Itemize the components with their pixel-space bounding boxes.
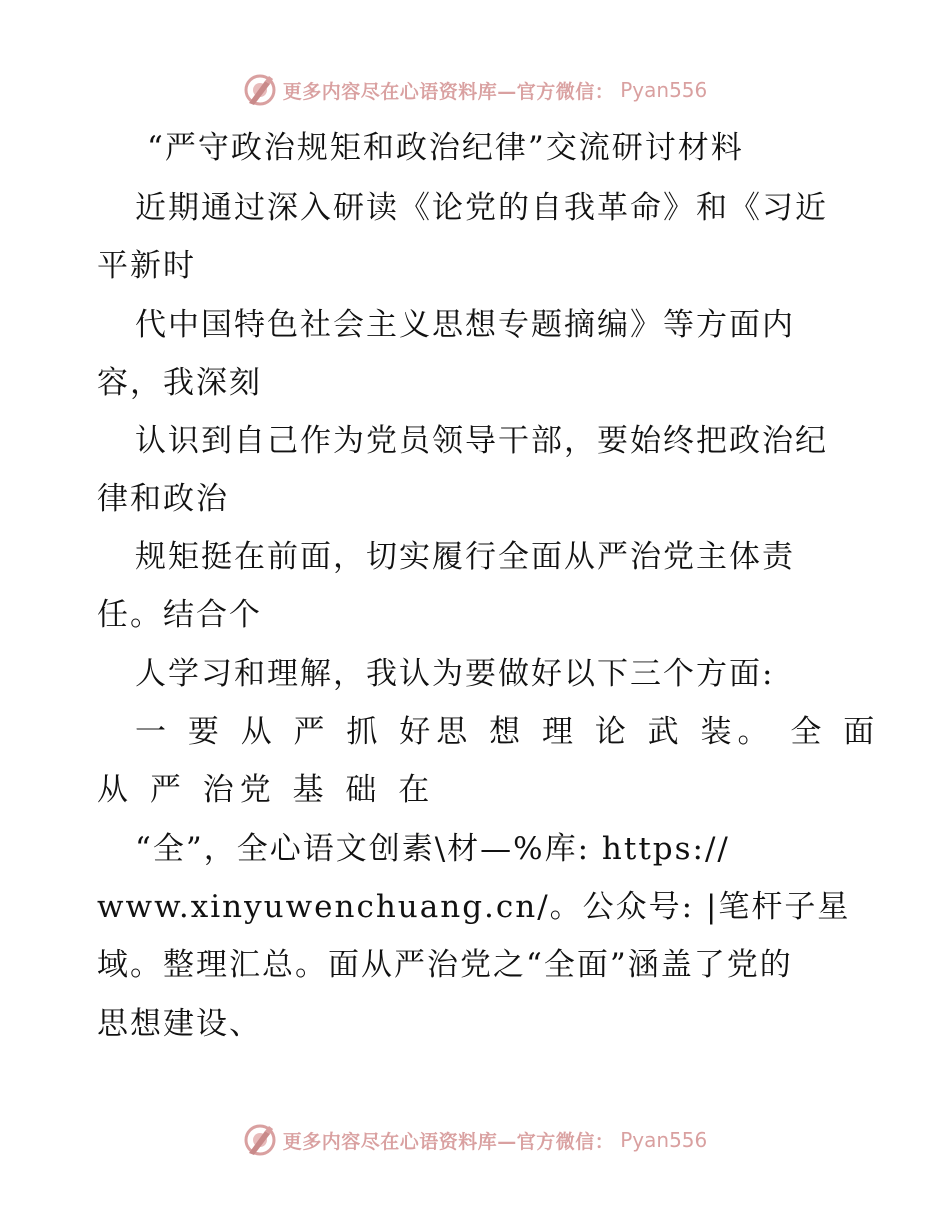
paragraph-line: 平新时 bbox=[97, 248, 196, 284]
pen-logo-icon bbox=[243, 73, 277, 107]
paragraph-line: 认识到自己作为党员领导干部，要始终把政治纪 bbox=[135, 423, 828, 459]
paragraph-line: 律和政治 bbox=[97, 481, 229, 517]
pen-logo-icon bbox=[243, 1123, 277, 1157]
paragraph-line: 任。结合个 bbox=[97, 597, 262, 633]
paragraph-line: 规矩挺在前面，切实履行全面从严治党主体责 bbox=[135, 539, 795, 575]
watermark-text: 更多内容尽在心语资料库—官方微信： bbox=[282, 80, 615, 103]
document-title: “严守政治规矩和政治纪律”交流研讨材料 bbox=[147, 130, 744, 166]
paragraph-line: 思想建设、 bbox=[97, 1006, 262, 1042]
watermark-wechat-id: Pyan556 bbox=[620, 78, 708, 102]
watermark-banner-bottom bbox=[0, 1120, 950, 1160]
paragraph-line: 域。整理汇总。面从严治党之“全面”涵盖了党的 bbox=[97, 947, 793, 983]
paragraph-line: 代中国特色社会主义思想专题摘编》等方面内 bbox=[135, 307, 795, 343]
paragraph-line: 人学习和理解，我认为要做好以下三个方面: bbox=[135, 656, 775, 692]
paragraph-line: 近期通过深入研读《论党的自我革命》和《习近 bbox=[135, 190, 828, 226]
paragraph-line: www.xinyuwenchuang.cn/。公众号: |笔杆子星 bbox=[97, 889, 851, 925]
paragraph-line: 容，我深刻 bbox=[97, 365, 262, 401]
paragraph-line: 从 严 治党 基 础 在 bbox=[97, 772, 436, 808]
watermark-text: 更多内容尽在心语资料库—官方微信： bbox=[282, 1130, 615, 1153]
paragraph-line: 一 要 从 严 抓 好思 想 理 论 武 装。 全 面 bbox=[135, 714, 881, 750]
paragraph-line: “全”，全心语文创素\材—%库: https:// bbox=[135, 831, 730, 867]
watermark-banner-top bbox=[0, 70, 950, 110]
watermark-wechat-id: Pyan556 bbox=[620, 1128, 708, 1152]
